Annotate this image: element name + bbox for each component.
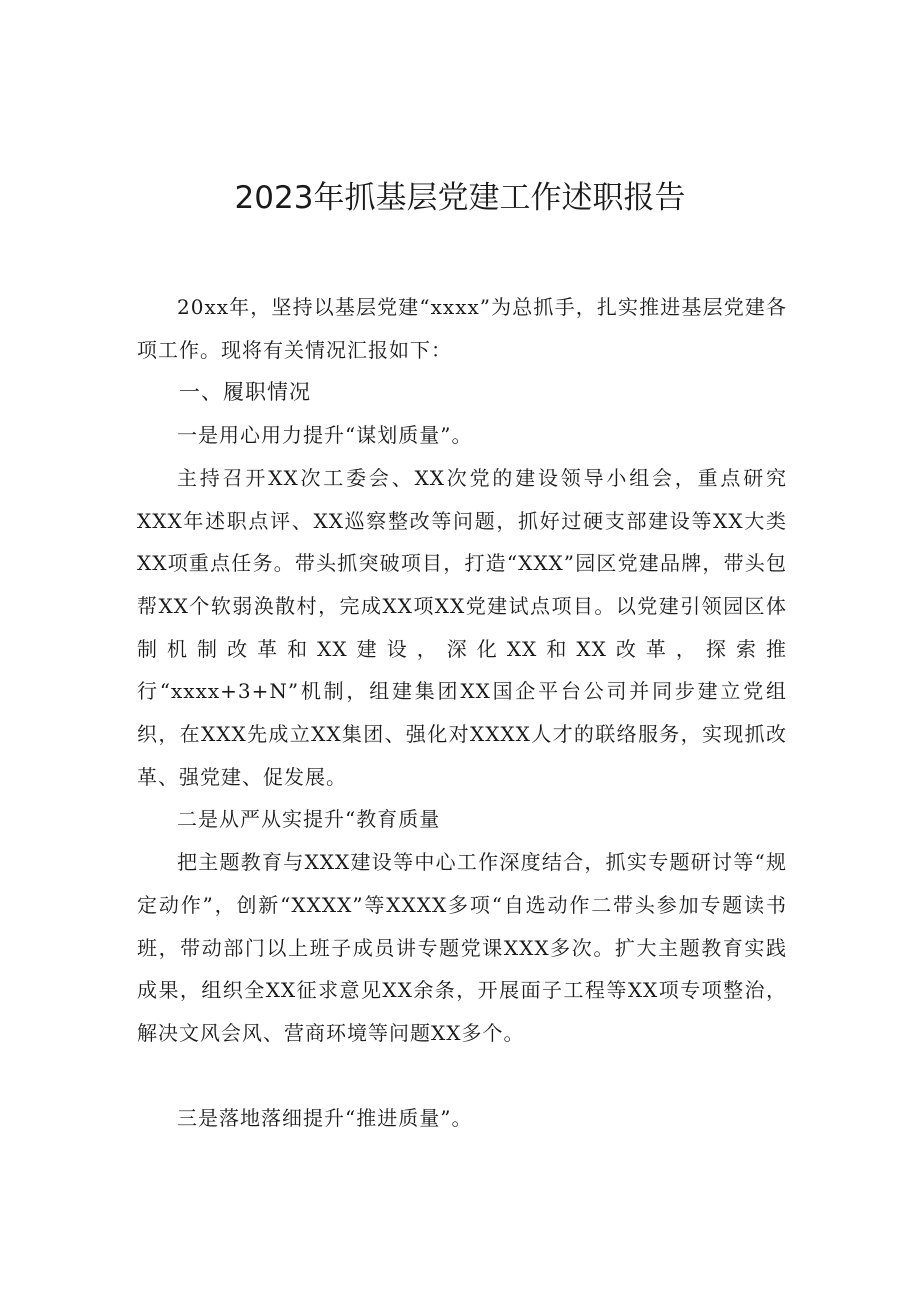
document-title: 2023年抓基层党建工作述职报告 [234, 180, 686, 216]
intro-paragraph: 20xx年，坚持以基层党建“xxxx”为总抓手，扎实推进基层党建各项工作。现将有关情况汇报如下： [137, 295, 787, 362]
paragraph-gap [137, 1055, 787, 1097]
item-heading-2: 二是从严从实提升“教育质量 [177, 807, 441, 832]
document-body [137, 286, 787, 1139]
item-heading-3: 三是落地落细提升“推进质量”。 [177, 1105, 473, 1130]
item-body-1: 主持召开XX次工委会、XX次党的建设领导小组会，重点研究XXX年述职点评、XX巡察整改等问题，抓好过硬支部建设等XX大类XX项重点任务。带头抓突破项目，打造“XXX”园区党建品牌，带头包帮XX个软弱涣散村，完成XX项XX党建试点项目。以党建引领园区体制机制改革和XX建设，深化XX和XX改革，探索推行“xxxx+3+N”机制，组建集团XX国企平台公司并同步建立党组织，在XXX先成立XX集团、强化对XXXX人才的联络服务，实现抓改革、强党建、促发展。 [137, 465, 787, 789]
item-body-2: 把主题教育与XXX建设等中心工作深度结合，抓实专题研讨等“规定动作”，创新“XXXX”等XXXX多项“自选动作二带头参加专题读书班，带动部门以上班子成员讲专题党课XXX多次。扩大主题教育实践成果，组织全XX征求意见XX余条，开展面子工程等XX项专项整治，解决文风会风、营商环境等问题XX多个。 [137, 850, 787, 1045]
item-heading-1: 一是用心用力提升“谋划质量”。 [177, 423, 473, 448]
section-heading: 一、履职情况 [179, 380, 311, 405]
